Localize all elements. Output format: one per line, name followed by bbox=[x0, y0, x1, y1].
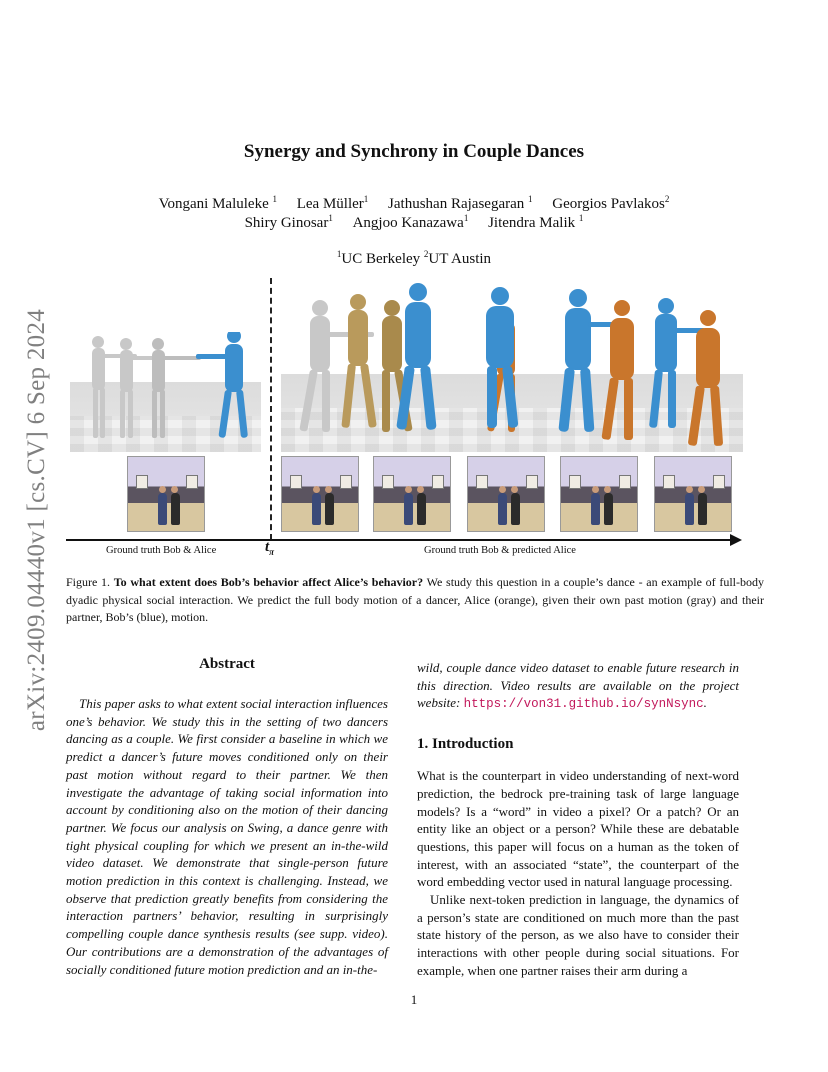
right-column bbox=[417, 659, 739, 980]
left-column bbox=[66, 656, 388, 978]
authors-line-2 bbox=[0, 212, 828, 234]
affiliations: $^1$UC Berkeley $^2$UT Austin bbox=[336, 249, 492, 267]
author: Georgios Pavlakos$^2$ bbox=[552, 194, 670, 212]
video-frame-3 bbox=[467, 456, 545, 532]
project-link[interactable]: https://von31.github.io/synNsync bbox=[463, 697, 704, 712]
video-frame-ground-truth bbox=[127, 456, 205, 532]
label-ground-truth: Ground truth Bob & Alice bbox=[106, 545, 217, 556]
timeline-arrowhead bbox=[730, 534, 742, 546]
author: Jathushan Rajasegaran $^1$ bbox=[388, 194, 533, 212]
split-line bbox=[270, 278, 272, 540]
author: Angjoo Kanazawa$^1$ bbox=[352, 213, 469, 231]
predicted-motion-figures bbox=[292, 282, 742, 452]
video-frame-1 bbox=[281, 456, 359, 532]
author: Vongani Maluleke $^1$ bbox=[158, 194, 277, 212]
t-pi-label: $t_\pi$ bbox=[265, 539, 275, 557]
author: Jitendra Malik $^1$ bbox=[488, 213, 584, 231]
intro-heading: 1. Introduction bbox=[417, 736, 514, 753]
abstract-text: This paper asks to what extent social interaction influences one’s behavior. We study this in the setting of two dancers dancing as a couple. We first consider a baseline in which we predict a dancer’s future moves conditioned only on their past motion without regard to their partner. We then investigate the advantage of taking social information into account by conditioning also on the motion of their dancing partner. We focus our analysis on Swing, a dance genre with tight physical coupling for which we present an in-the-wild video dataset. We demonstrate that single-person future motion prediction in this context is challenging. Instead, we observe that prediction greatly benefits from considering the interaction partners’ behavior, resulting in surprisingly compelling couple dance synthesis results (see supp. video). Our contributions are a demonstration of the advantages of socially conditioned future motion prediction and an in-the- bbox=[66, 696, 388, 977]
timeline-arrow bbox=[66, 539, 732, 541]
figure-1 bbox=[66, 278, 750, 560]
video-frame-2 bbox=[373, 456, 451, 532]
abstract-heading: Abstract bbox=[199, 656, 255, 672]
paper-title: Synergy and Synchrony in Couple Dances bbox=[243, 141, 585, 162]
abstract-continuation: wild, couple dance video dataset to enable future research in this direction. Video results are available on the project website: https://von31.github.io/synNsync. bbox=[417, 660, 739, 712]
author: Shiry Ginosar$^1$ bbox=[244, 213, 333, 231]
label-predicted: Ground truth Bob & predicted Alice bbox=[424, 545, 576, 556]
intro-paragraph-1: What is the counterpart in video understanding of next-word prediction, the bedrock pre-training task of large language models? Is a “word” in video a pixel? Or a patch? Or an entity like an object or a person? While these are debatable questions, this paper will focus on a human as the token of interest, with an associated “state”, the counterpart of the word embedding vector used in natural language processing. bbox=[417, 768, 739, 890]
past-motion-figures bbox=[76, 332, 266, 444]
video-frame-4 bbox=[560, 456, 638, 532]
figure-caption: Figure 1. To what extent does Bob’s behavior affect Alice’s behavior? We study this question in a couple’s dance - an example of full-body dyadic physical social interaction. We predict the full body motion of a dancer, Alice (orange), given their own past motion (gray) and their partner, Bob’s (blue), motion. bbox=[66, 575, 765, 624]
page-number: 1 bbox=[410, 992, 418, 1007]
arxiv-id: arXiv:2409.04440v1 [cs.CV] 6 Sep 2024 bbox=[23, 308, 50, 732]
video-frame-5 bbox=[654, 456, 732, 532]
author: Lea Müller$^1$ bbox=[296, 194, 369, 212]
intro-paragraph-2: Unlike next-token prediction in language, the dynamics of a person’s state are conditioned on much more than the past state history of the person, as we also have to consider their interactions with other people during social situations. For example, when one partner raises their arm during a bbox=[417, 892, 739, 978]
